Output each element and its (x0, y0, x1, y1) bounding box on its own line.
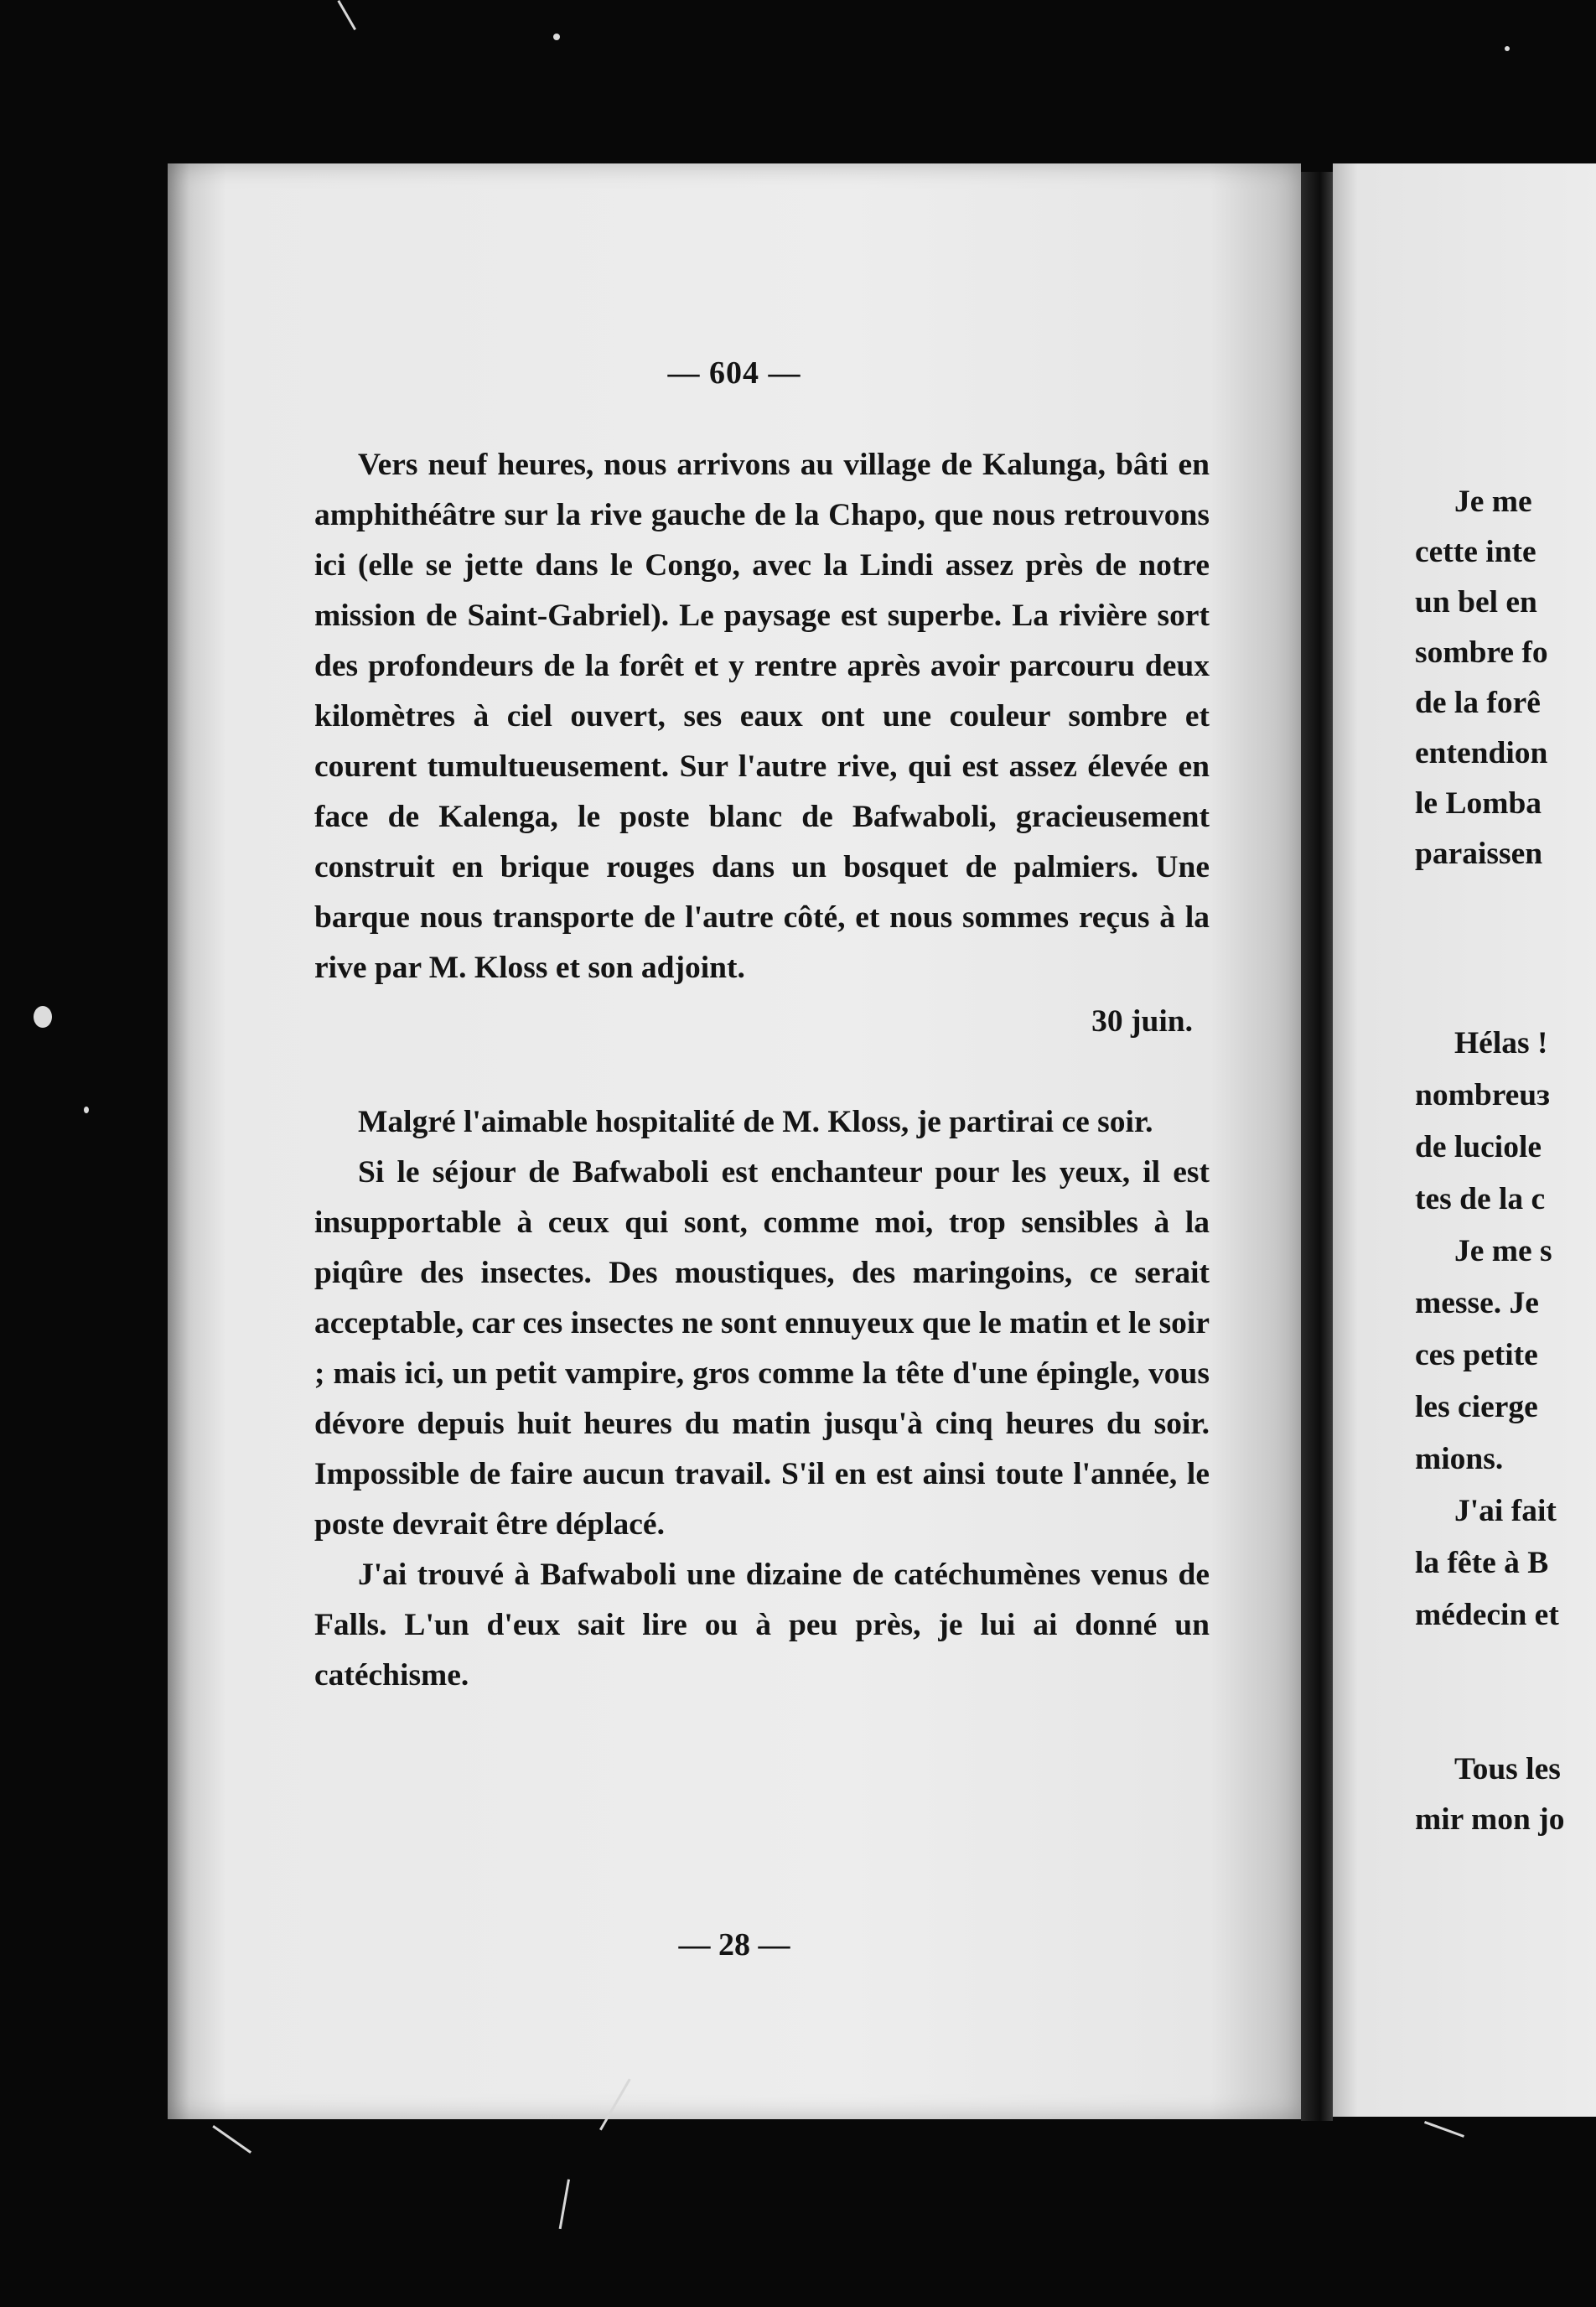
text-line: sombre fo (1415, 635, 1548, 670)
text-line: tes de la c (1415, 1182, 1546, 1216)
text-line: les cierge (1415, 1390, 1538, 1424)
paragraph: Vers neuf heures, nous arrivons au village de Kalunga, bâti en amphithéâtre sur la rive gauche de la Chapo, que nous retrouvons ici (elle se jette dans le Congo, avec la Lindi assez près de notre mission de Saint-Gabriel). Le paysage est superbe. La rivière sort des profondeurs de la forêt et y rentre après avoir parcouru deux kilomètres à ciel ouvert, ses eaux ont une couleur sombre et courent tumultueusement. Sur l'autre rive, qui est assez élevée en face de Kalenga, le poste blanc de Bafwaboli, gracieusement construit en brique rouges dans un bosquet de palmiers. Une barque nous transporte de l'autre côté, et nous sommes reçus à la rive par M. Kloss et son adjoint. (314, 448, 1210, 985)
text-line: J'ai fait (1454, 1494, 1557, 1528)
text-line: Je me s (1454, 1234, 1552, 1268)
text-line: ces petite (1415, 1338, 1538, 1372)
left-page-body (314, 440, 1210, 1701)
text-line: la fête à B (1415, 1546, 1549, 1580)
text-line: le Lomba (1415, 786, 1542, 821)
film-scratch (1424, 2121, 1464, 2138)
paragraph: Si le séjour de Bafwaboli est enchanteur pour les yeux, il est insupportable à ceux qui sont, comme moi, trop sensibles à la piqûre des insectes. Des moustiques, des maringoins, ce serait acceptable, car ces insectes ne sont ennuyeux que le matin et le soir ; mais ici, un petit vampire, gros comme la tête d'une épingle, vous dévore depuis huit heures du matin jusqu'à cinq heures du soir. Impossible de faire aucun travail. S'il en est ainsi toute l'année, le poste devrait être déplacé. (314, 1155, 1210, 1542)
text-line: cette inte (1415, 535, 1536, 569)
film-scratch (559, 2179, 570, 2229)
paragraph: Malgré l'aimable hospitalité de M. Kloss, je partirai ce soir. (358, 1105, 1153, 1139)
text-line: mions. (1415, 1442, 1504, 1476)
text-line: médecin et (1415, 1598, 1559, 1632)
paragraph: J'ai trouvé à Bafwaboli une dizaine de catéchumènes venus de Falls. L'un d'eux sait lire ou à peu près, je lui ai donné un catéchisme. (314, 1558, 1210, 1693)
text-line: entendion (1415, 736, 1548, 770)
text-line: de la forê (1415, 686, 1541, 720)
text-line: paraissen (1415, 837, 1543, 871)
date-line: 30 juin. (1091, 1004, 1193, 1039)
dust-speck (84, 1107, 89, 1113)
text-line: un bel en (1415, 585, 1537, 620)
film-scratch (212, 2125, 251, 2154)
text-line: Je me (1454, 485, 1532, 519)
running-head: — 604 — (667, 355, 801, 391)
dust-speck (553, 34, 560, 40)
text-line: Hélas ! (1454, 1026, 1548, 1060)
text-line: mir mon jo (1415, 1802, 1565, 1837)
dust-speck (34, 1006, 52, 1028)
right-page-fragment (1333, 163, 1596, 2117)
text-line: nombreuɜ (1415, 1078, 1551, 1112)
text-line: Tous les (1454, 1752, 1561, 1786)
book-gutter (1301, 172, 1333, 2121)
dust-speck (1505, 46, 1510, 51)
left-page (168, 163, 1301, 2119)
film-scratch (337, 0, 356, 30)
text-line: messe. Je (1415, 1286, 1539, 1320)
text-line: de luciole (1415, 1130, 1542, 1164)
page-number: — 28 — (678, 1927, 790, 1962)
